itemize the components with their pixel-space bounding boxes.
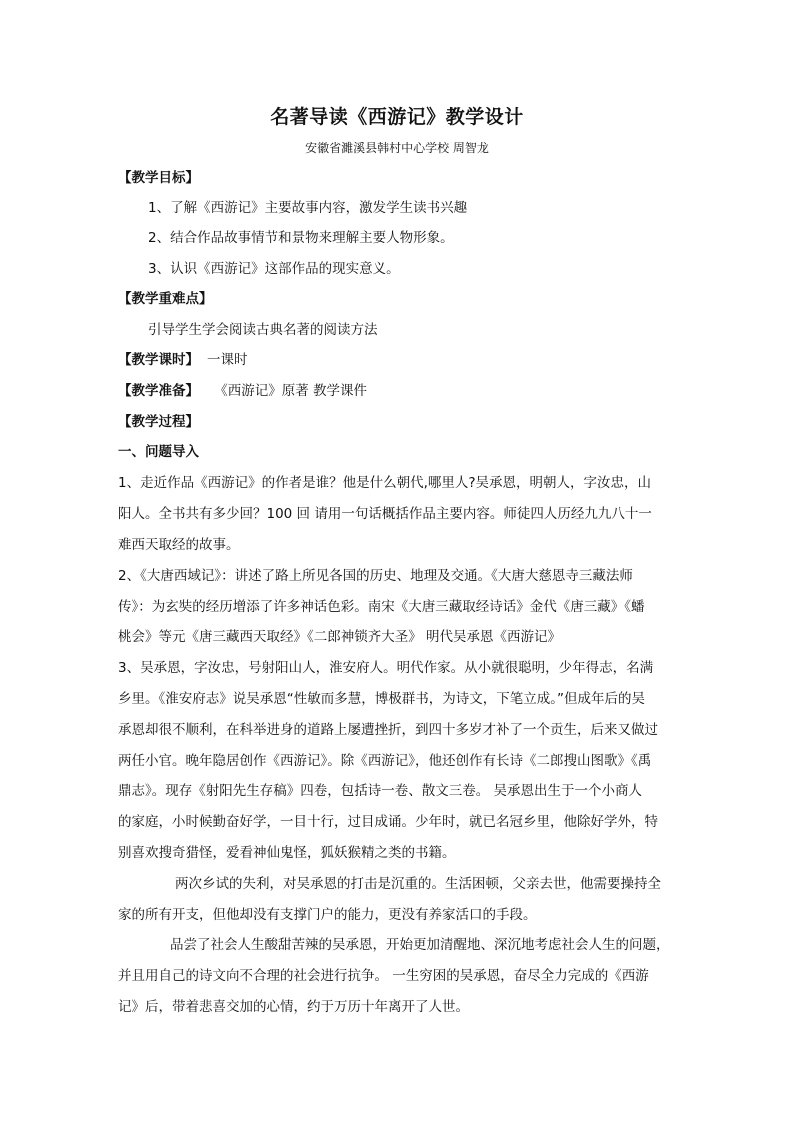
- p1-line-2: 阳人。全书共有多少回？100 回 请用一句话概括作品主要内容。师徒四人历经九九八十一: [118, 506, 652, 522]
- p2-line-2: 传》：为玄奘的经历增添了许多神话色彩。南宋《大唐三藏取经诗话》金代《唐三藏》《蟠: [118, 599, 645, 615]
- prep-row: [118, 381, 367, 401]
- keypoints-heading: 【教学重难点】: [118, 291, 213, 307]
- goal-item-1: 1、了解《西游记》主要故事内容，激发学生读书兴趣: [148, 200, 468, 216]
- p3-line-2: 乡里。《淮安府志》说吴承恩“性敏而多慧，博极群书，为诗文，下笔立成。”但成年后的吴: [118, 691, 645, 707]
- p5-line-1: 品尝了社会人生酸甜苦辣的吴承恩，开始更加清醒地、深沉地考虑社会人生的问题，: [170, 937, 670, 953]
- prep-heading: 【教学准备】: [118, 383, 199, 399]
- time-row: [118, 350, 248, 370]
- process-heading: 【教学过程】: [118, 414, 199, 430]
- p4-line-2: 家的所有开支，但他却没有支撑门户的能力，更没有养家活口的手段。: [118, 907, 537, 923]
- author-line: 安徽省濉溪县韩村中心学校 周智龙: [305, 141, 489, 155]
- document-title: 名著导读《西游记》教学设计: [270, 106, 524, 128]
- p3-line-6: 的家庭，小时候勤奋好学，一目十行，过目成诵。少年时，就已名冠乡里，他除好学外，特: [118, 814, 658, 830]
- p2-line-3: 桃会》等元《唐三藏西天取经》《二郎神锁齐大圣》 明代吴承恩《西游记》: [118, 629, 562, 645]
- time-heading: 【教学课时】: [118, 352, 199, 368]
- goal-item-3: 3、认识《西游记》这部作品的现实意义。: [148, 261, 400, 277]
- keypoints-text: 引导学生学会阅读古典名著的阅读方法: [148, 322, 378, 338]
- p3-line-7: 别喜欢搜奇猎怪，爱看神仙鬼怪，狐妖猴精之类的书籍。: [118, 845, 456, 861]
- time-text: 一课时: [207, 352, 248, 368]
- p5-line-2: 并且用自己的诗文向不合理的社会进行抗争。 一生穷困的吴承恩，奋尽全力完成的《西游: [118, 968, 649, 984]
- p3-line-5: 鼎志》。现存《射阳先生存稿》四卷，包括诗一卷、散文三卷。 吴承恩出生于一个小商人: [118, 783, 643, 799]
- p2-line-1: 2、《大唐西域记》：讲述了路上所见各国的历史、地理及交通。《大唐大慈恩寺三藏法师: [118, 568, 633, 584]
- goals-heading: 【教学目标】: [118, 170, 199, 186]
- section1-heading: 一、问题导入: [118, 444, 199, 460]
- p3-line-1: 3、吴承恩，字汝忠，号射阳山人，淮安府人。明代作家。从小就很聪明，少年得志，名满: [118, 660, 654, 676]
- p3-line-3: 承恩却很不顺利，在科举进身的道路上屡遭挫折，到四十多岁才补了一个贡生，后来又做过: [118, 722, 658, 738]
- prep-text: 《西游记》原著 教学课件: [221, 383, 368, 399]
- goal-item-2: 2、结合作品故事情节和景物来理解主要人物形象。: [148, 230, 454, 246]
- p5-line-3: 记》后，带着悲喜交加的心情，约于万历十年离开了人世。: [118, 999, 469, 1015]
- p1-line-3: 难西天取经的故事。: [118, 537, 240, 553]
- p1-line-1: 1、走近作品《西游记》的作者是谁？他是什么朝代,哪里人?吴承恩，明朝人，字汝忠，山: [118, 475, 652, 491]
- p4-line-1: 两次乡试的失利，对吴承恩的打击是沉重的。生活困顿，父亲去世，他需要操持全: [175, 876, 661, 892]
- p3-line-4: 两任小官。晚年隐居创作《西游记》。除《西游记》，他还创作有长诗《二郎搜山图歌》《禹: [118, 753, 652, 769]
